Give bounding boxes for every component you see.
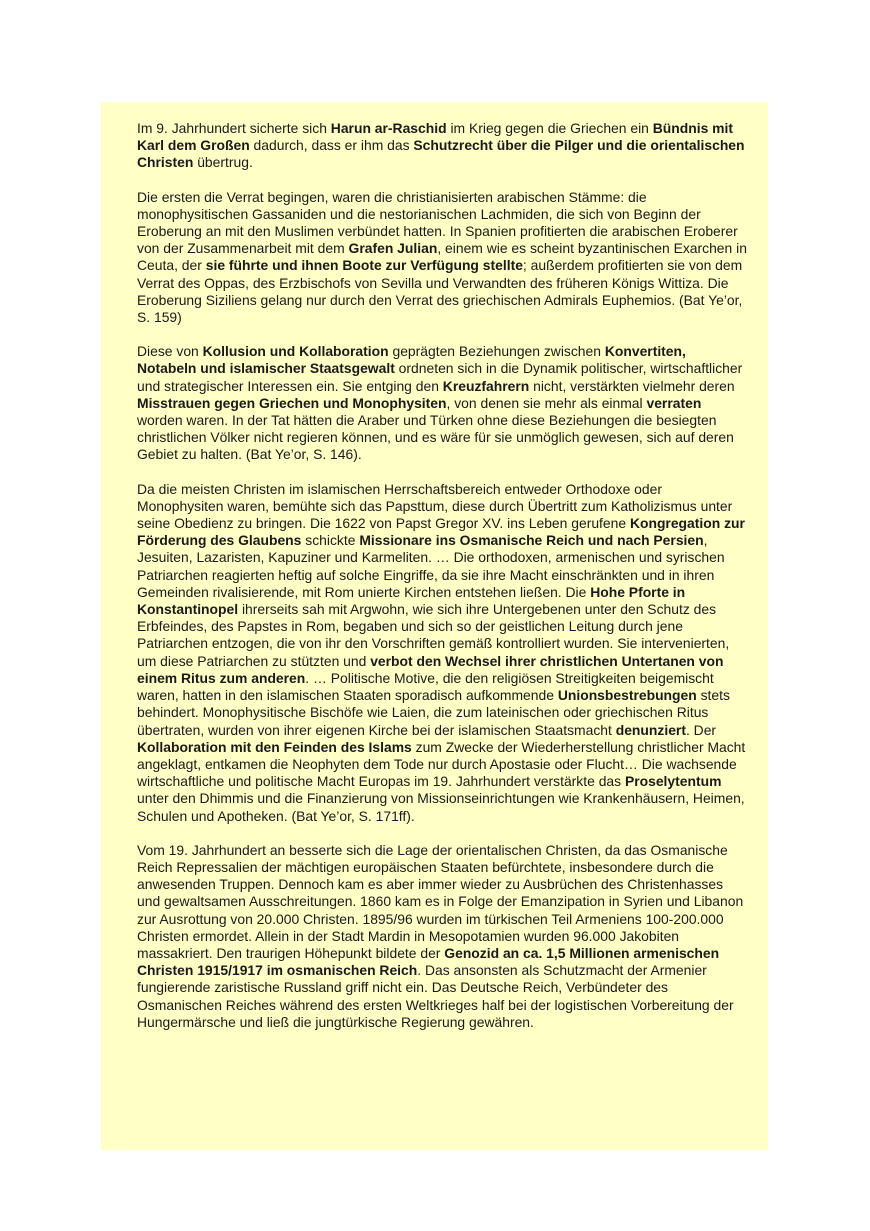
text-run: Da die meisten Christen im islamischen Herrschaftsbereich entweder Orthodoxe oder Monophysiten waren, bemühte sich das Papsttum, diese durch Übertritt zum Katholizismus unter seine Obedienz zu bringen. Die 1622 von Papst Gregor XV. ins Leben gerufene (137, 480, 733, 532)
text-run: nicht, verstärkten vielmehr deren (529, 377, 735, 394)
text-run: , von denen sie mehr als einmal (446, 394, 647, 411)
text-run: ; außerdem profitierten sie von dem Verrat des Oppas, des Erzbischofs von Sevilla und Verwandten des früheren Königs Wittiza. Die Eroberung Siziliens gelang nur durch den Verrat des griechischen Admirals Euphemios. (Bat Ye’or, S. 159) (137, 257, 743, 326)
text-run: Vom 19. Jahrhundert an besserte sich die Lage der orientalischen Christen, da das Osmanische Reich Repressalien der mächtigen europäischen Staaten befürchtete, insbesondere durch die anwesenden Truppen. Dennoch kam es aber immer wieder zu Ausbrüchen des Christenhasses und gewaltsamen Ausschreitungen. 1860 kam es in Folge der Emanzipation in Syrien und Libanon zur Ausrottung von 20.000 Christen. 1895/96 wurden im türkischen Teil Armeniens 100-200.000 Christen ermordet. Allein in der Stadt Mardin in Mesopotamien wurden 96.000 Jakobiten massakriert. Den traurigen Höhepunkt bildete der (137, 841, 744, 961)
bold-text-run: sie führte und ihnen Boote zur Verfügung stellte (205, 257, 523, 274)
bold-text-run: Bündnis mit Karl dem Großen (137, 120, 734, 154)
bold-text-run: Missionare ins Osmanische Reich und nach Persien (359, 532, 704, 549)
bold-text-run: Kollusion und Kollaboration (202, 343, 389, 360)
bold-text-run: Proselytentum (624, 773, 722, 790)
text-run: Im 9. Jahrhundert sicherte sich (137, 120, 331, 136)
bold-text-run: verraten (646, 394, 702, 411)
text-run: schickte (301, 532, 360, 549)
bold-text-run: Kongregation zur Förderung des Glaubens (137, 515, 745, 549)
text-run: worden waren. In der Tat hätten die Araber und Türken ohne diese Beziehungen die besiegten christlichen Völker nicht regieren können, und es wäre für sie unmöglich gewesen, sich auf deren Gebiet zu halten. (Bat Ye’or, S. 146). (137, 412, 734, 463)
text-run: dadurch, dass er ihm das (249, 137, 414, 154)
text-run: übertrug. (193, 154, 253, 171)
bold-text-run: Kreuzfahrern (442, 377, 530, 394)
paragraph (137, 842, 748, 1031)
paragraph (137, 189, 748, 327)
paragraph (137, 120, 748, 172)
bold-text-run: Genozid an ca. 1,5 Millionen armenischen Christen 1915/1917 im osmanischen Reich (137, 944, 720, 979)
text-run: , einem wie es scheint byzantinischen Exarchen in Ceuta, der (137, 240, 747, 274)
bold-text-run: Konvertiten, Notabeln und islamischer Staatsgewalt (137, 343, 686, 377)
text-run: unter den Dhimmis und die Finanzierung von Missionseinrichtungen wie Krankenhäusern, Heimen, Schulen und Apotheken. (Bat Ye’or, S. 171ff). (137, 790, 745, 824)
text-run: ordneten sich in die Dynamik politischer, wirtschaftlicher und strategischer Interessen ein. Sie entging den (137, 360, 743, 394)
bold-text-run: Schutzrecht über die Pilger und die orientalischen Christen (137, 137, 745, 171)
text-run: zum Zwecke der Wiederherstellung christlicher Macht angeklagt, entkamen die Neophyten dem Tode nur durch Apostasie oder Flucht… Die wachsende wirtschaftliche und politische Macht Europas im 19. Jahrhundert verstärkte das (137, 738, 746, 790)
text-run: Diese von (137, 343, 203, 360)
bold-text-run: denunziert (615, 721, 686, 738)
bold-text-run: Grafen Julian (348, 240, 438, 257)
bold-text-run: Harun ar-Raschid (330, 120, 447, 136)
text-run: . Das ansonsten als Schutzmacht der Armenier fungierende zaristische Russland griff nicht ein. Das Deutsche Reich, Verbündeter des Osmanischen Reiches während des ersten Weltkrieges half bei der logistischen Vorbereitung der Hungermärsche und ließ die jungtürkische Regierung gewähren. (137, 962, 734, 1030)
bold-text-run: Unionsbestrebungen (557, 687, 697, 704)
text-run: stets behindert. Monophysitische Bischöfe wie Laien, die zum lateinischen oder griechischen Ritus übertraten, wurden von ihrer eigenen Kirche bei der islamischen Staatsmacht (137, 687, 730, 738)
text-run: geprägten Beziehungen zwischen (388, 343, 605, 360)
text-box (101, 102, 768, 1150)
paragraph (137, 343, 748, 463)
text-run: im Krieg gegen die Griechen ein (446, 120, 653, 136)
bold-text-run: Misstrauen gegen Griechen und Monophysiten (137, 394, 447, 411)
text-run: . Der (685, 721, 717, 738)
bold-text-run: Hohe Pforte in Konstantinopel (137, 583, 686, 618)
text-run: . … Politische Motive, die den religiösen Streitigkeiten beigemischt waren, hatten in den islamischen Staaten sporadisch aufkommende (137, 669, 714, 704)
paragraph (137, 481, 748, 825)
bold-text-run: verbot den Wechsel ihrer christlichen Untertanen von einem Ritus zum anderen (137, 652, 724, 686)
text-run: ihrerseits sah mit Argwohn, wie sich ihre Untergebenen unter den Schutz des Erbfeindes, des Papstes in Rom, begaben und sich so der geistlichen Leitung durch jene Patriarchen entzogen, die von ihr den Vorschriften gemäß kontrolliert wurden. Sie intervenierten, um diese Patriarchen zu stützten und (137, 601, 730, 669)
bold-text-run: Kollaboration mit den Feinden des Islams (137, 738, 412, 755)
text-run: , Jesuiten, Lazaristen, Kapuziner und Karmeliten. … Die orthodoxen, armenischen und syrischen Patriarchen reagierten heftig auf solche Eingriffe, da sie ihre Macht einschränkten und in ihren Gemeinden rivalisierende, mit Rom unierte Kirchen entstehen ließen. Die (137, 532, 725, 600)
text-run: Die ersten die Verrat begingen, waren die christianisierten arabischen Stämme: die monophysitischen Gassaniden und die nestorianischen Lachmiden, die sich von Beginn der Eroberung an mit den Muslimen verbündet hatten. In Spanien profitierten die arabischen Eroberer von der Zusammenarbeit mit dem (137, 188, 738, 257)
